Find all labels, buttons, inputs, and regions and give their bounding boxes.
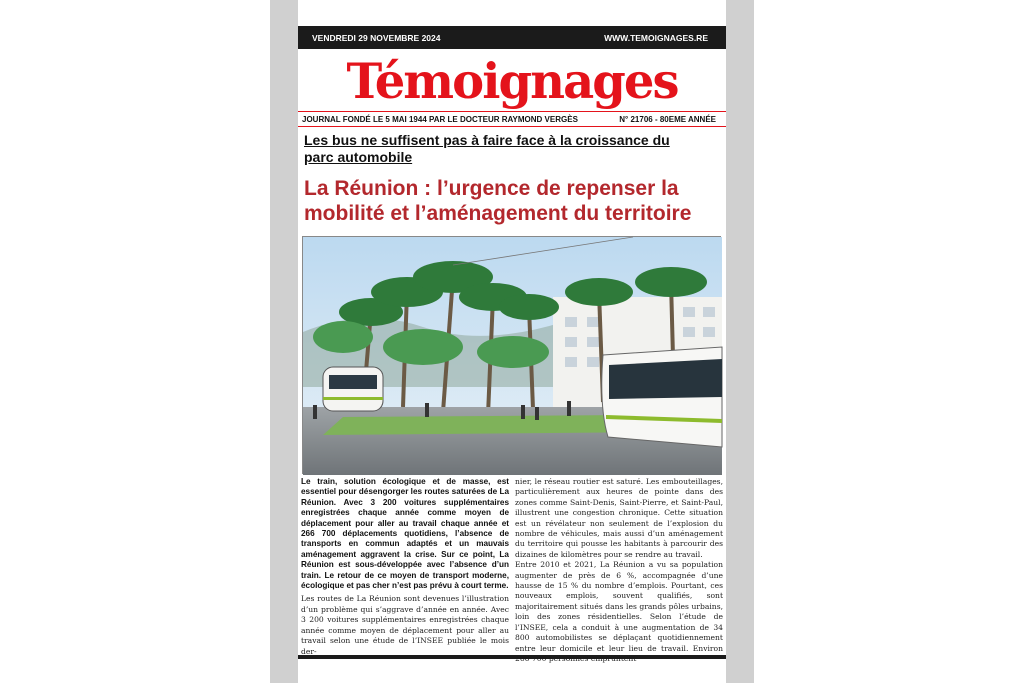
column-right (515, 477, 723, 653)
issue-date: VENDREDI 29 NOVEMBRE 2024 (312, 32, 441, 43)
article-body (301, 477, 724, 656)
newspaper-page (298, 0, 726, 683)
masthead-subline (298, 111, 726, 127)
top-bar (298, 26, 726, 49)
article-headline: La Réunion : l’urgence de repenser la mobilité et l’aménagement du territoire (304, 177, 692, 225)
founded-note: JOURNAL FONDÉ LE 5 MAI 1944 PAR LE DOCTEUR RAYMOND VERGÈS (302, 114, 578, 124)
masthead-logo: Témoignages (346, 52, 678, 110)
tram-illustration (302, 236, 721, 474)
article-kicker: Les bus ne suffisent pas à faire face à la croissance du parc automobile (304, 132, 670, 165)
paragraph: nier, le réseau routier est saturé. Les embouteillages, particulièrement aux heures de pointe dans des zones comme Saint-Denis, Saint-Pierre, et Saint-Paul, illustrent une congestion chronique. Cette situation est un révélateur non seulement de l’explosion du nombre de véhicules, mais aussi d’un aménagement du territoire qui pousse les habitants à parcourir des dizaines de kilomètres pour se rendre au travail. (515, 477, 723, 559)
issue-number: N° 21706 - 80EME ANNÉE (619, 114, 716, 124)
column-left (301, 477, 509, 656)
website-link[interactable]: WWW.TEMOIGNAGES.RE (604, 32, 708, 43)
article-lead: Le train, solution écologique et de masse, est essentiel pour désengorger les routes saturées de La Réunion. Avec 3 200 voitures supplémentaires enregistrées chaque année comme moyen de déplacement pour aller au travail chaque année et 266 700 déplacements quotidiens, l’absence de transports en commun adaptés et un mauvais aménagement aggravent la crise. Sur ce point, La Réunion est sous-développée avec l’absence d’un train. Le retour de ce moyen de transport moderne, écologique et pas cher n’est pas prévu à court terme. (301, 477, 509, 591)
paragraph: Entre 2010 et 2021, La Réunion a vu sa population augmenter de près de 6 %, accompagnée d’une hausse de 15 % du nombre d’emplois. Pourtant, ces nouveaux emplois, souvent qualifiés, sont majoritairement situés dans les grands pôles urbains, loin des zones résidentielles. Selon l’étude de l’INSEE, cela a conduit à une augmentation de 34 800 automobilistes se déplaçant quotidiennement entre leur domicile et leur lieu de travail. Environ (515, 560, 723, 653)
bottom-rule (298, 655, 726, 659)
paragraph: Les routes de La Réunion sont devenues l’illustration d’un problème qui s’aggrave d’année en année. Avec 3 200 voitures supplémentaires enregistrées chaque année comme moyen de déplacement pour aller au travail selon une étude de l’INSEE publiée le mois der- (301, 594, 509, 656)
